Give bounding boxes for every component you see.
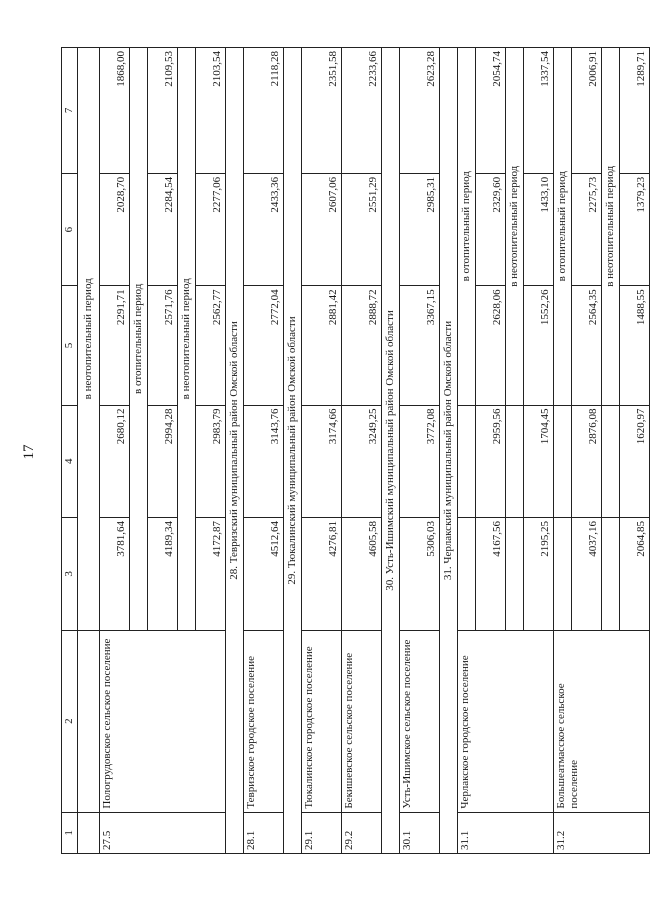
value-cell: 2562,77 — [196, 286, 226, 405]
value-cell: 5306,03 — [400, 518, 440, 631]
empty-cell — [602, 405, 620, 518]
empty-cell — [602, 518, 620, 631]
value-cell: 3367,15 — [400, 286, 440, 405]
value-cell: 2064,85 — [620, 518, 650, 631]
settlement-name: Черлакское городское поселение — [458, 630, 554, 812]
period-label: в неотопительный период — [602, 48, 620, 406]
value-cell: 4172,87 — [196, 518, 226, 631]
value-cell: 2109,53 — [148, 48, 178, 174]
value-cell: 2607,06 — [302, 173, 342, 286]
period-row — [458, 48, 476, 854]
value-cell: 2623,28 — [400, 48, 440, 174]
value-cell: 2983,79 — [196, 405, 226, 518]
section-row — [382, 48, 400, 854]
value-cell: 2551,29 — [342, 173, 382, 286]
value-cell: 3781,64 — [100, 518, 130, 631]
value-cell: 2275,73 — [572, 173, 602, 286]
value-cell: 1620,97 — [620, 405, 650, 518]
value-cell: 2277,06 — [196, 173, 226, 286]
empty-cell — [78, 812, 100, 853]
table-row — [342, 48, 382, 854]
value-cell: 4189,34 — [148, 518, 178, 631]
value-cell: 4605,58 — [342, 518, 382, 631]
tariff-table — [61, 47, 650, 854]
value-cell: 2628,06 — [476, 286, 506, 405]
period-label: в неотопительный период — [78, 48, 100, 631]
value-cell: 2233,66 — [342, 48, 382, 174]
header-col-6: 6 — [62, 173, 78, 286]
section-title: 28. Тевризский муниципальный район Омской области — [226, 48, 244, 854]
value-cell: 1289,71 — [620, 48, 650, 174]
row-number: 30.1 — [400, 812, 440, 853]
row-number: 27.5 — [100, 812, 226, 853]
empty-cell — [458, 518, 476, 631]
value-cell: 1379,23 — [620, 173, 650, 286]
value-cell: 3174,66 — [302, 405, 342, 518]
row-number: 31.2 — [554, 812, 650, 853]
value-cell: 2876,08 — [572, 405, 602, 518]
row-number: 29.1 — [302, 812, 342, 853]
value-cell: 1488,55 — [620, 286, 650, 405]
value-cell: 2351,58 — [302, 48, 342, 174]
section-title: 30. Усть-Ишимский муниципальный район Омской области — [382, 48, 400, 854]
value-cell: 2985,31 — [400, 173, 440, 286]
rotated-table-container — [61, 47, 647, 854]
value-cell: 2680,12 — [100, 405, 130, 518]
table-row — [244, 48, 284, 854]
value-cell: 2959,56 — [476, 405, 506, 518]
period-row — [78, 48, 100, 854]
value-cell: 4512,64 — [244, 518, 284, 631]
value-cell: 2103,54 — [196, 48, 226, 174]
empty-cell — [554, 405, 572, 518]
empty-cell — [506, 405, 524, 518]
value-cell: 2571,76 — [148, 286, 178, 405]
row-number: 31.1 — [458, 812, 554, 853]
period-row — [554, 48, 572, 854]
value-cell: 2881,42 — [302, 286, 342, 405]
value-cell: 2028,70 — [100, 173, 130, 286]
value-cell: 4037,16 — [572, 518, 602, 631]
section-title: 29. Тюкалинский муниципальный район Омской области — [284, 48, 302, 854]
value-cell: 2564,35 — [572, 286, 602, 405]
value-cell: 2006,91 — [572, 48, 602, 174]
header-col-7: 7 — [62, 48, 78, 174]
empty-cell — [458, 405, 476, 518]
page-number: 17 — [21, 444, 37, 460]
row-number: 29.2 — [342, 812, 382, 853]
settlement-name: Пологрудовское сельское поселение — [100, 630, 226, 812]
period-label: в отопительный период — [130, 48, 148, 631]
settlement-name: Тевризское городское поселение — [244, 630, 284, 812]
value-cell: 1433,10 — [524, 173, 554, 286]
value-cell: 2291,71 — [100, 286, 130, 405]
value-cell: 1552,26 — [524, 286, 554, 405]
value-cell: 3249,25 — [342, 405, 382, 518]
value-cell: 3772,08 — [400, 405, 440, 518]
value-cell: 2195,25 — [524, 518, 554, 631]
period-label: в неотопительный период — [506, 48, 524, 406]
value-cell: 1337,54 — [524, 48, 554, 174]
period-label: в отопительный период — [554, 48, 572, 406]
period-label: в отопительный период — [458, 48, 476, 406]
section-row — [440, 48, 458, 854]
empty-cell — [554, 518, 572, 631]
section-row — [226, 48, 244, 854]
value-cell: 1868,00 — [100, 48, 130, 174]
empty-cell — [506, 518, 524, 631]
row-number: 28.1 — [244, 812, 284, 853]
value-cell: 2054,74 — [476, 48, 506, 174]
value-cell: 2772,04 — [244, 286, 284, 405]
value-cell: 2118,28 — [244, 48, 284, 174]
table-row — [100, 48, 130, 854]
empty-cell — [78, 630, 100, 812]
value-cell: 2329,60 — [476, 173, 506, 286]
value-cell: 2888,72 — [342, 286, 382, 405]
value-cell: 2994,28 — [148, 405, 178, 518]
value-cell: 2284,54 — [148, 173, 178, 286]
header-col-4: 4 — [62, 405, 78, 518]
value-cell: 4167,56 — [476, 518, 506, 631]
value-cell: 4276,81 — [302, 518, 342, 631]
table-row — [302, 48, 342, 854]
section-title: 31. Черлакский муниципальный район Омской области — [440, 48, 458, 854]
header-col-1: 1 — [62, 812, 78, 853]
section-row — [284, 48, 302, 854]
value-cell: 1704,45 — [524, 405, 554, 518]
header-col-2: 2 — [62, 630, 78, 812]
settlement-name: Тюкалинское городское поселение — [302, 630, 342, 812]
header-col-3: 3 — [62, 518, 78, 631]
settlement-name: Большеатмасское сельское поселение — [554, 630, 650, 812]
settlement-name: Бекишевское сельское поселение — [342, 630, 382, 812]
value-cell: 2433,36 — [244, 173, 284, 286]
value-cell: 3143,76 — [244, 405, 284, 518]
header-col-5: 5 — [62, 286, 78, 405]
period-label: в неотопительный период — [178, 48, 196, 631]
table-row — [400, 48, 440, 854]
settlement-name: Усть-Ишимское сельское поселение — [400, 630, 440, 812]
header-row — [62, 48, 78, 854]
